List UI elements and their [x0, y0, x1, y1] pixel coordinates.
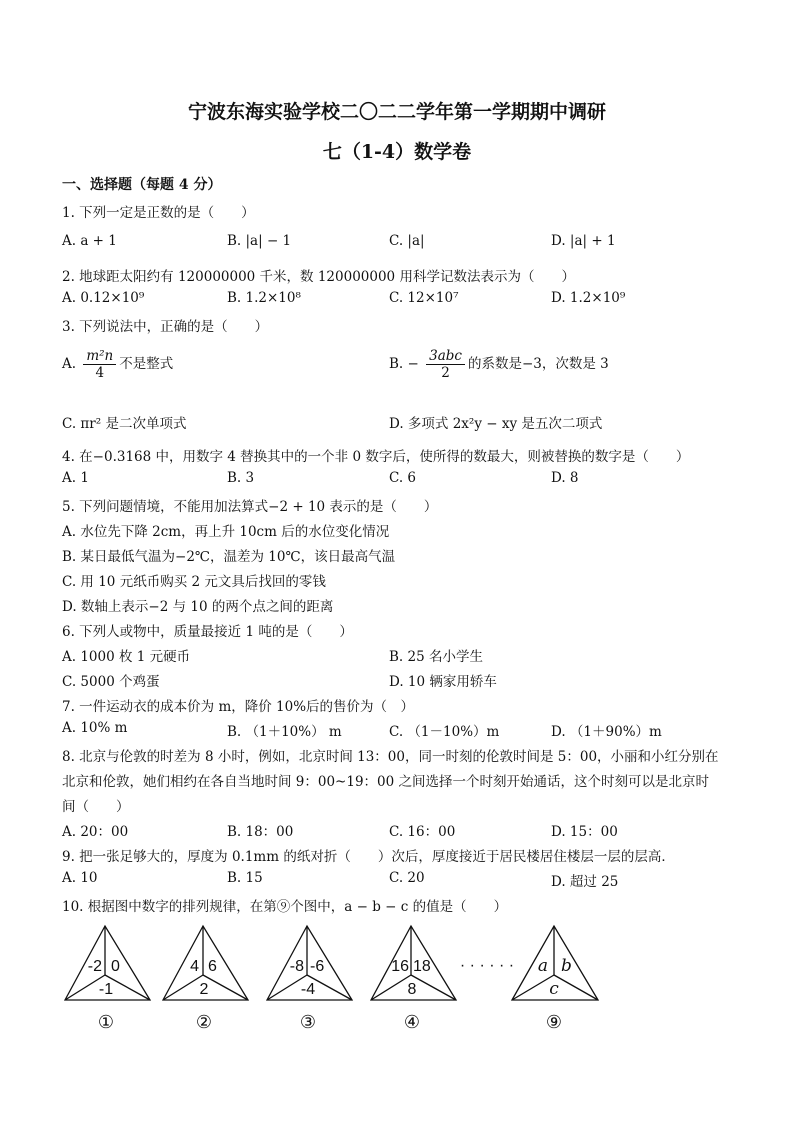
question-4-option-c: C. 6 [389, 470, 417, 486]
option-b-label: B. − [389, 356, 419, 372]
triangle-2-left-value: 4 [190, 958, 199, 975]
question-6-option-a: A. 1000 枚 1 元硬币 [62, 649, 191, 665]
triangle-1-left-value: -2 [87, 958, 102, 975]
question-2-option-b: B. 1.2×10⁸ [227, 290, 301, 306]
question-3-stem: 3. 下列说法中，正确的是（ ） [62, 319, 269, 335]
triangle-2-bottom-value: 2 [199, 981, 209, 998]
triangle-3-right-value: -6 [310, 958, 325, 975]
pattern-ellipsis: · · · · · · [459, 957, 515, 974]
question-4-option-b: B. 3 [227, 470, 255, 486]
question-10-stem: 10. 根据图中数字的排列规律，在第⑨个图中，a − b − c 的值是（ ） [62, 899, 508, 915]
question-7-option-c: C. （1－10%）m [389, 724, 500, 740]
question-7-option-d: D. （1＋90%）m [551, 724, 662, 740]
question-5-stem: 5. 下列问题情境，不能用加法算式−2 + 10 表示的是（ ） [62, 499, 438, 515]
question-4-option-d: D. 8 [551, 470, 579, 486]
triangle-4-label: ④ [403, 1012, 421, 1032]
question-6-option-c: C. 5000 个鸡蛋 [62, 674, 160, 690]
fraction-numerator: 3abc [426, 348, 465, 365]
fraction-3abc-over-2 [426, 348, 465, 381]
triangle-9-bottom-value: c [549, 979, 559, 999]
fraction-denominator: 2 [441, 365, 450, 381]
question-1-stem: 1. 下列一定是正数的是（ ） [62, 205, 255, 221]
triangle-figure-2 [163, 926, 248, 1032]
question-5-option-c: C. 用 10 元纸币购买 2 元文具后找回的零钱 [62, 574, 326, 590]
question-1-option-a: A. a + 1 [62, 233, 117, 249]
triangle-figure-1 [65, 926, 150, 1032]
option-a-label: A. [62, 356, 77, 372]
triangle-pattern-figure [60, 920, 620, 1035]
triangle-4-right-value: 18 [413, 958, 431, 975]
exam-title: 宁波东海实验学校二〇二二学年第一学期期中调研 [187, 101, 606, 123]
triangle-9-left-value: a [537, 956, 548, 976]
fraction-numerator: m²n [83, 348, 116, 365]
triangle-2-label: ② [195, 1012, 213, 1032]
question-6-option-d: D. 10 辆家用轿车 [389, 674, 497, 690]
question-3-option-c: C. πr² 是二次单项式 [62, 416, 187, 432]
triangle-3-left-value: -8 [289, 958, 304, 975]
section-heading: 一、选择题（每题 4 分） [62, 177, 222, 193]
triangle-pattern-svg [60, 920, 620, 1035]
triangle-9-right-value: b [561, 956, 572, 976]
triangle-3-bottom-value: -4 [300, 981, 316, 998]
question-2-option-c: C. 12×10⁷ [389, 290, 459, 306]
option-b-text: 的系数是−3，次数是 3 [467, 356, 609, 372]
question-6-stem: 6. 下列人或物中，质量最接近 1 吨的是（ ） [62, 624, 353, 640]
question-5-option-b: B. 某日最低气温为−2℃，温差为 10℃，该日最高气温 [62, 549, 396, 565]
question-7-stem: 7. 一件运动衣的成本价为 m，降价 10%后的售价为（ ） [62, 699, 415, 715]
question-8-option-a: A. 20：00 [62, 824, 129, 840]
question-2-option-d: D. 1.2×10⁹ [551, 290, 626, 306]
question-9-option-d: D. 超过 25 [551, 874, 619, 890]
question-9-stem: 9. 把一张足够大的，厚度为 0.1mm 的纸对折（ ）次后，厚度接近于居民楼居住楼层一层的层高． [62, 849, 675, 865]
question-6-option-b: B. 25 名小学生 [389, 649, 483, 665]
question-4-stem: 4. 在−0.3168 中，用数字 4 替换其中的一个非 0 数字后，使所得的数最大，则被替换的数字是（ ） [62, 449, 690, 465]
question-2-stem: 2. 地球距太阳约有 120000000 千米，数 120000000 用科学记数法表示为（ ） [62, 269, 575, 285]
question-1-option-c: C. |a| [389, 233, 425, 249]
question-1-option-b: B. |a| − 1 [227, 233, 292, 249]
triangle-1-right-value: 0 [111, 958, 120, 975]
question-3-option-a [62, 348, 173, 381]
question-3-option-b [389, 348, 609, 381]
triangle-9-label: ⑨ [545, 1012, 563, 1032]
question-8-stem-line2: 北京和伦敦，她们相约在各自当地时间 9：00~19：00 之间选择一个时刻开始通话，这个时刻可以是北京时 [62, 774, 710, 790]
question-5-option-d: D. 数轴上表示−2 与 10 的两个点之间的距离 [62, 599, 334, 615]
triangle-3-label: ③ [299, 1012, 317, 1032]
triangle-1-label: ① [97, 1012, 115, 1032]
exam-subtitle: 七（1-4）数学卷 [322, 141, 472, 163]
fraction-denominator: 4 [95, 365, 105, 381]
option-a-text: 不是整式 [119, 356, 174, 372]
question-8-option-b: B. 18：00 [227, 824, 294, 840]
question-8-option-c: C. 16：00 [389, 824, 456, 840]
triangle-2-right-value: 6 [208, 958, 217, 975]
question-7-option-a: A. 10% m [62, 720, 128, 736]
question-9-option-a: A. 10 [62, 870, 98, 886]
question-8-option-d: D. 15：00 [551, 824, 618, 840]
triangle-figure-9 [512, 926, 598, 1032]
triangle-4-bottom-value: 8 [407, 981, 417, 998]
triangle-figure-4 [371, 926, 456, 1032]
triangle-figure-3 [267, 926, 352, 1032]
question-1-option-d: D. |a| + 1 [551, 233, 616, 249]
triangle-1-bottom-value: -1 [98, 981, 114, 998]
question-9-option-c: C. 20 [389, 870, 425, 886]
question-5-option-a: A. 水位先下降 2cm，再上升 10cm 后的水位变化情况 [62, 524, 390, 540]
question-8-stem-line3: 间（ ） [62, 799, 130, 815]
question-9-option-b: B. 15 [227, 870, 263, 886]
question-3-option-d: D. 多项式 2x²y − xy 是五次二项式 [389, 416, 603, 432]
triangle-4-left-value: 16 [391, 958, 409, 975]
question-4-option-a: A. 1 [62, 470, 89, 486]
fraction-m2n-over-4 [83, 348, 116, 381]
question-8-stem: 8. 北京与伦敦的时差为 8 小时，例如，北京时间 13：00，同一时刻的伦敦时间是 5：00，小丽和小红分别在 [62, 749, 719, 765]
question-2-option-a: A. 0.12×10⁹ [62, 290, 145, 306]
question-7-option-b: B. （1＋10%） m [227, 724, 342, 740]
